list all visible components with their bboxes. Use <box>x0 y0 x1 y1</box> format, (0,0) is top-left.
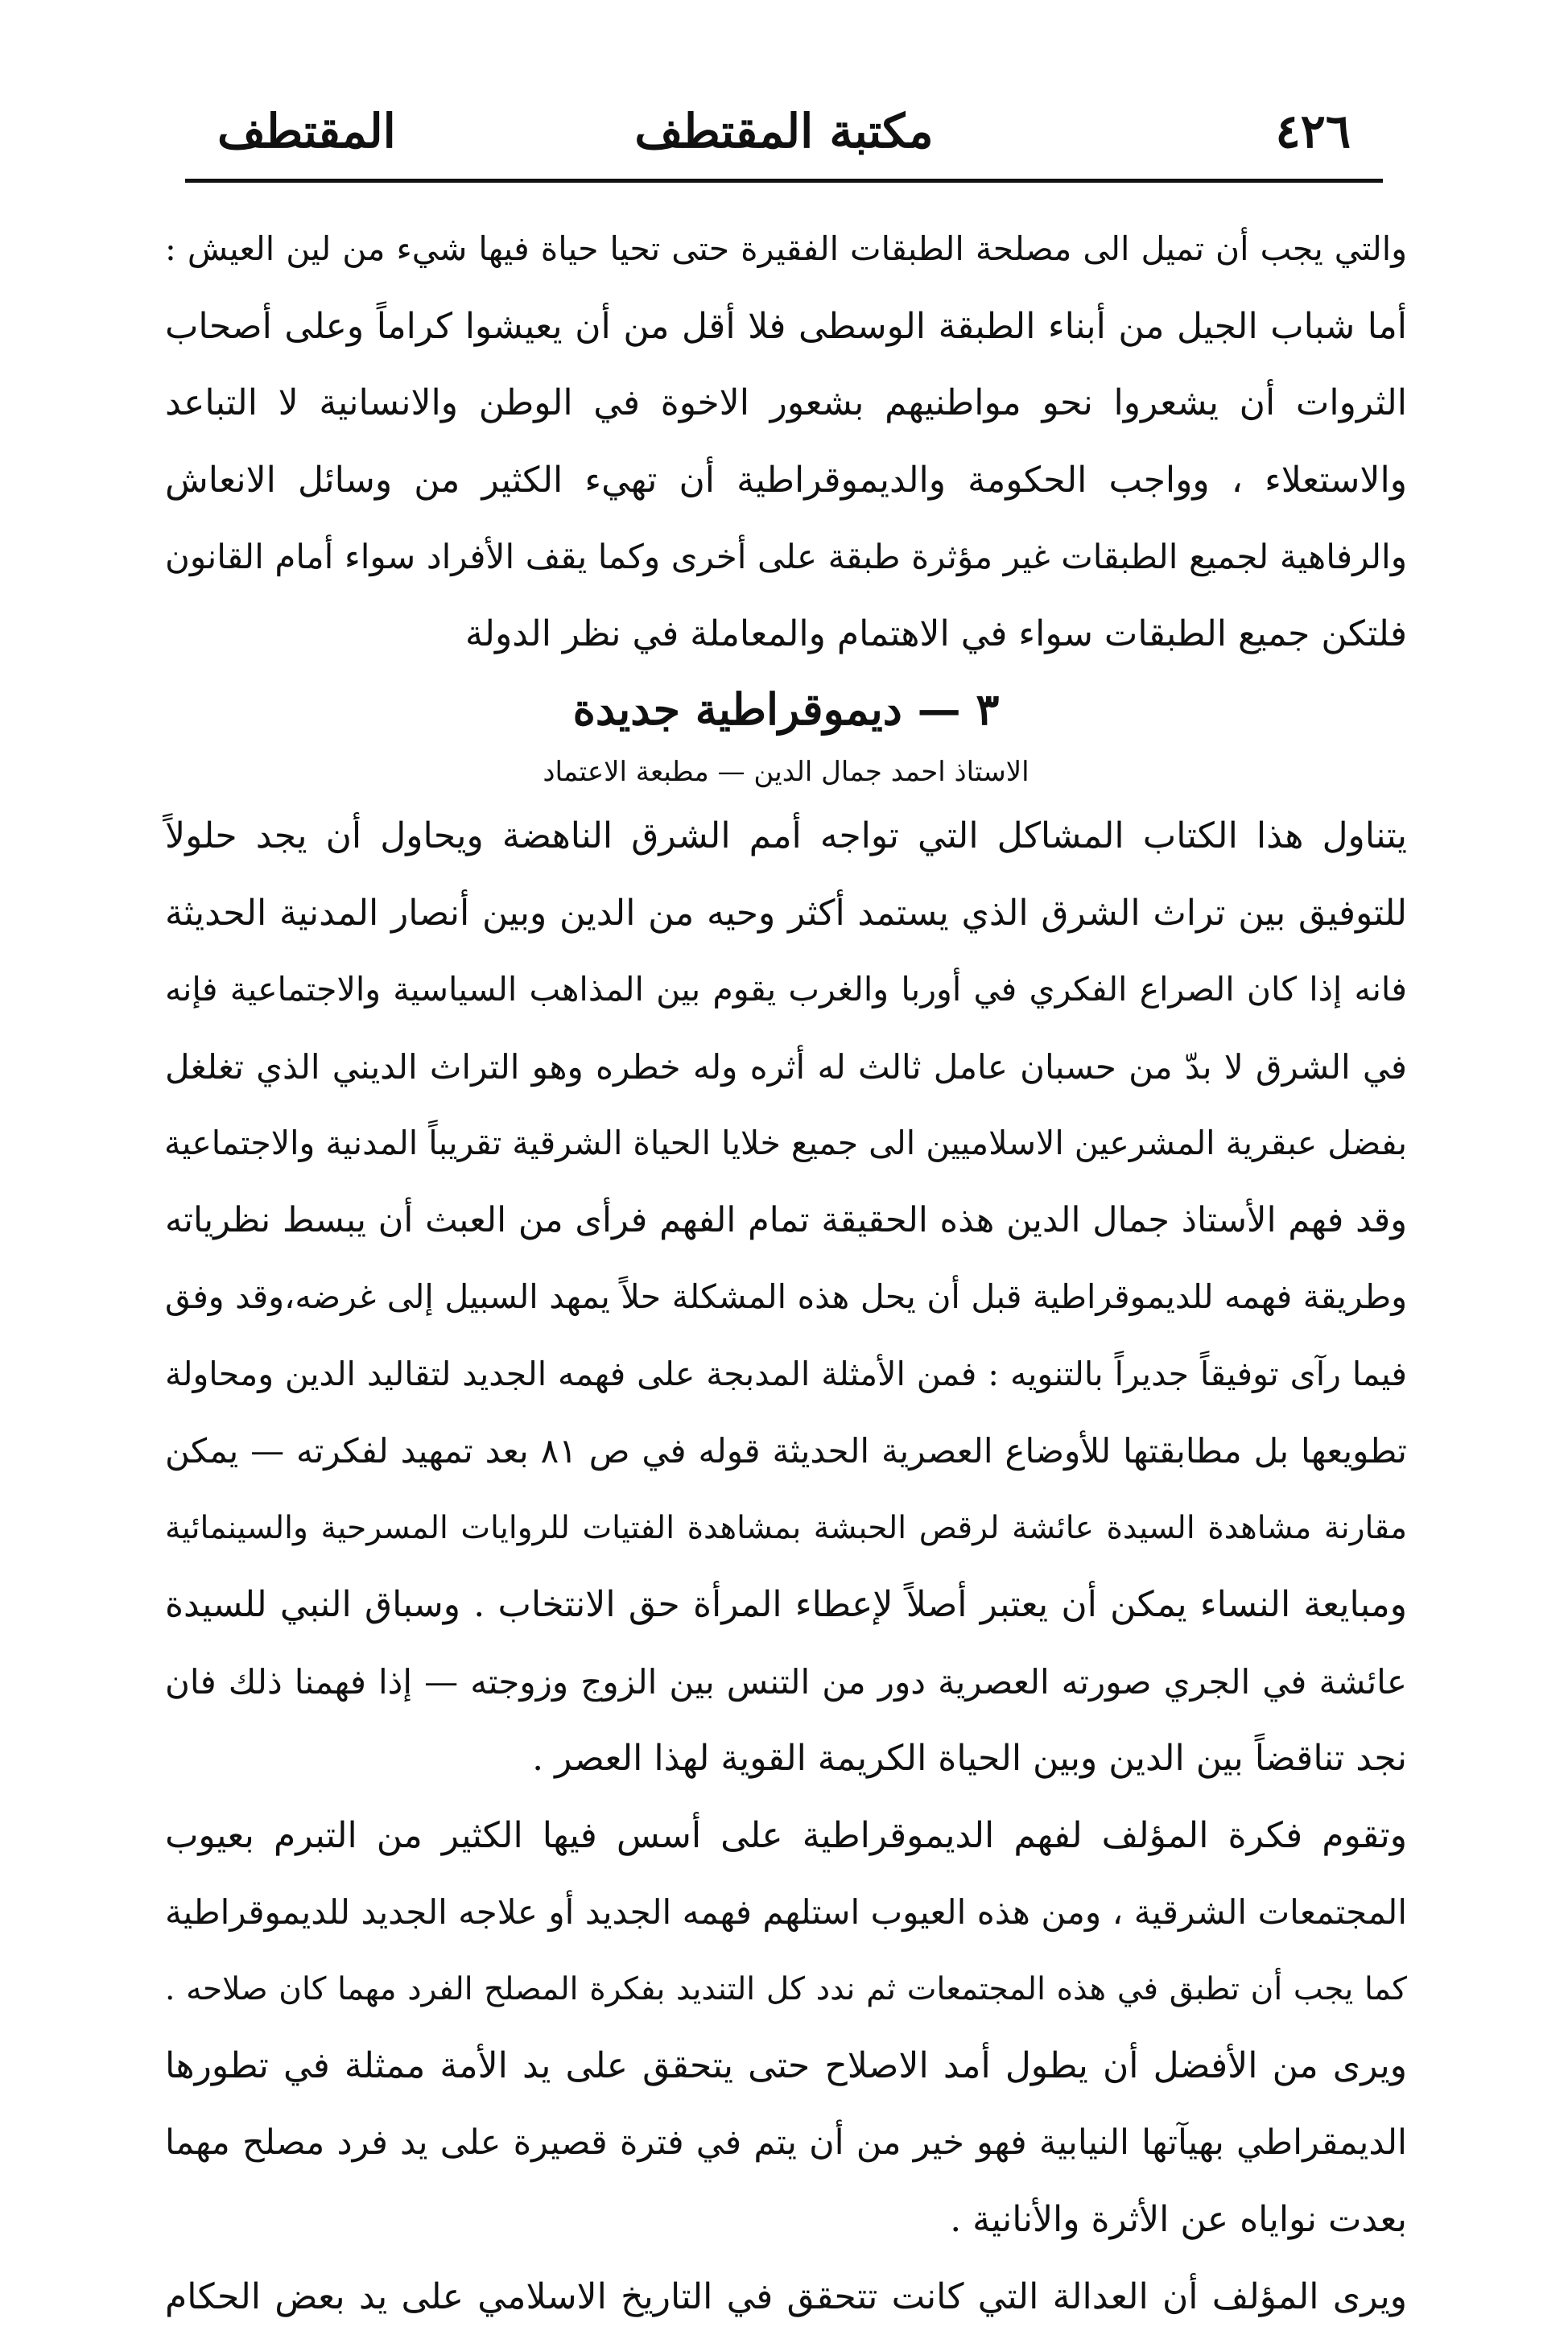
text-line: فانه إذا كان الصراع الفكري في أوربا والغرب يقوم بين المذاهب السياسية والاجتماعية فإنه <box>165 951 1407 1029</box>
text-line: للتوفيق بين تراث الشرق الذي يستمد أكثر وحيه من الدين وبين أنصار المدنية الحديثة <box>165 875 1407 952</box>
page-number: ٤٢٦ <box>1276 95 1351 167</box>
text-line: ويرى من الأفضل أن يطول أمد الاصلاح حتى يتحقق على يد الأمة ممثلة في تطورها <box>165 2028 1407 2105</box>
text-line: الثروات أن يشعروا نحو مواطنيهم بشعور الاخوة في الوطن والانسانية لا التباعد <box>165 365 1407 442</box>
header-rule <box>185 179 1383 183</box>
paragraph-4 <box>165 1797 1407 2028</box>
text-line: عائشة في الجري صورته العصرية دور من التنس بين الزوج وزوجته — إذا فهمنا ذلك فان <box>165 1644 1407 1721</box>
text-line: بعدت نواياه عن الأثرة والأنانية . <box>165 2181 1407 2259</box>
journal-name: المقتطف <box>217 95 396 167</box>
text-line: فلتكن جميع الطبقات سواء في الاهتمام والمعاملة في نظر الدولة <box>165 596 1407 673</box>
text-line: وطريقة فهمه للديموقراطية قبل أن يحل هذه المشكلة حلاً يمهد السبيل إلى غرضه،وقد وفق <box>165 1259 1407 1336</box>
paragraph-2 <box>165 798 1407 1182</box>
page-header <box>185 95 1383 167</box>
text-line: والرفاهية لجميع الطبقات غير مؤثرة طبقة على أخرى وكما يقف الأفراد سواء أمام القانون <box>165 518 1407 596</box>
section-header-title: مكتبة المقتطف <box>634 95 933 167</box>
text-line: والاستعلاء ، وواجب الحكومة والديموقراطية أن تهيء الكثير من وسائل الانعاش <box>165 442 1407 519</box>
text-line: أما شباب الجيل من أبناء الطبقة الوسطى فلا أقل من أن يعيشوا كراماً وعلى أصحاب <box>165 288 1407 365</box>
text-line: تطويعها بل مطابقتها للأوضاع العصرية الحديثة قوله في ص ٨١ بعد تمهيد لفكرته — يمكن <box>165 1413 1407 1490</box>
text-line: وقد فهم الأستاذ جمال الدين هذه الحقيقة تمام الفهم فرأى من العبث أن يبسط نظرياته <box>165 1182 1407 1260</box>
text-line: ويرى المؤلف أن العدالة التي كانت تتحقق في التاريخ الاسلامي على يد بعض الحكام <box>165 2259 1407 2335</box>
page-body <box>165 211 1407 2335</box>
paragraph-3 <box>165 1182 1407 1797</box>
text-line: في الشرق لا بدّ من حسبان عامل ثالث له أثره وله خطره وهو التراث الديني الذي تغلغل <box>165 1029 1407 1106</box>
text-line: بفضل عبقرية المشرعين الاسلاميين الى جميع خلايا الحياة الشرقية تقريباً المدنية والاجتماعية <box>165 1105 1407 1182</box>
text-line: وتقوم فكرة المؤلف لفهم الديموقراطية على أسس فيها الكثير من التبرم بعيوب <box>165 1797 1407 1875</box>
text-line: ومبايعة النساء يمكن أن يعتبر أصلاً لإعطاء المرأة حق الانتخاب . وسباق النبي للسيدة <box>165 1566 1407 1644</box>
book-citation: الاستاذ احمد جمال الدين — مطبعة الاعتماد <box>165 746 1407 798</box>
paragraph-5 <box>165 2028 1407 2259</box>
text-line: المجتمعات الشرقية ، ومن هذه العيوب استلهم فهمه الجديد أو علاجه الجديد للديموقراطية <box>165 1874 1407 1951</box>
text-line: مقارنة مشاهدة السيدة عائشة لرقص الحبشة بمشاهدة الفتيات للروايات المسرحية والسينمائية <box>165 1490 1407 1567</box>
text-line: كما يجب أن تطبق في هذه المجتمعات ثم ندد كل التنديد بفكرة المصلح الفرد مهما كان صلاحه . <box>165 1951 1407 2028</box>
paragraph-1 <box>165 211 1407 672</box>
paragraph-6 <box>165 2259 1407 2335</box>
text-line: يتناول هذا الكتاب المشاكل التي تواجه أمم الشرق الناهضة ويحاول أن يجد حلولاً <box>165 798 1407 875</box>
text-line: فيما رآى توفيقاً جديراً بالتنويه : فمن الأمثلة المدبجة على فهمه الجديد لتقاليد الدين ومحاولة <box>165 1336 1407 1413</box>
text-line: الديمقراطي بهيآتها النيابية فهو خير من أن يتم في فترة قصيرة على يد فرد مصلح مهما <box>165 2105 1407 2182</box>
section-title: ٣ — ديموقراطية جديدة <box>165 672 1407 746</box>
text-line: والتي يجب أن تميل الى مصلحة الطبقات الفقيرة حتى تحيا حياة فيها شيء من لين العيش : <box>165 211 1407 288</box>
text-line: نجد تناقضاً بين الدين وبين الحياة الكريمة القوية لهذا العصر . <box>165 1720 1407 1797</box>
